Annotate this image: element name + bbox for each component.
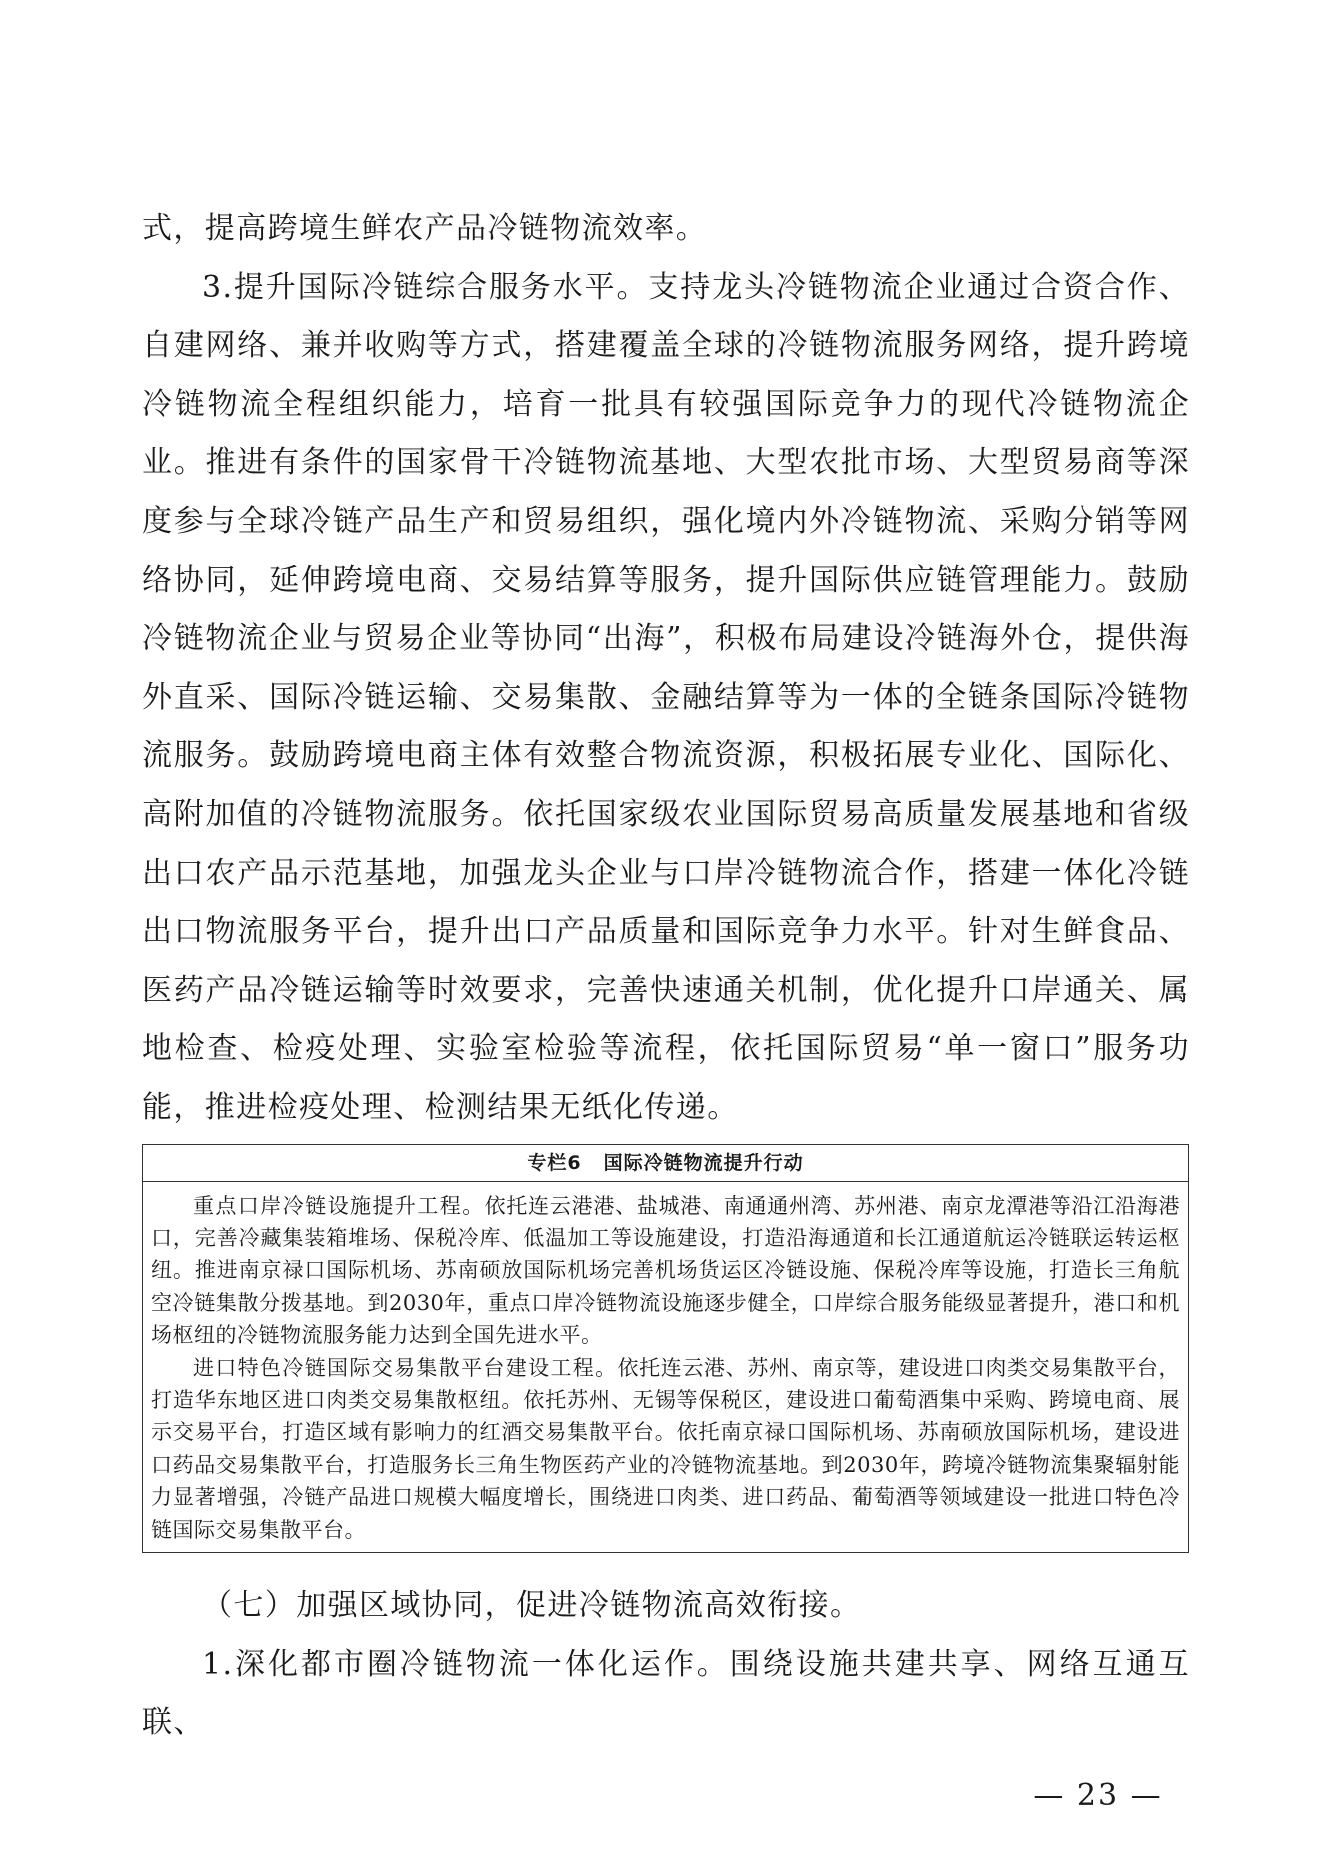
paragraph-metro-cold-chain: 1.深化都市圈冷链物流一体化运作。围绕设施共建共享、网络互通互联、 bbox=[142, 1646, 1190, 1741]
paragraph-international-cold-chain: 3.提升国际冷链综合服务水平。支持龙头冷链物流企业通过合资合作、自建网络、兼并收购等方式，搭建覆盖全球的冷链物流服务网络，提升跨境冷链物流全程组织能力，培育一批具有较强国际竞争力的现代冷链物流企业。推进有条件的国家骨干冷链物流基地、大型农批市场、大型贸易商等深度参与全球冷链产品生产和贸易组织，强化境内外冷链物流、采购分销等网络协同，延伸跨境电商、交易结算等服务，提升国际供应链管理能力。鼓励冷链物流企业与贸易企业等协同“出海”，积极布局建设冷链海外仓，提供海外直采、国际冷链运输、交易集散、金融结算等为一体的全链条国际冷链物流服务。鼓励跨境电商主体有效整合物流资源，积极拓展专业化、国际化、高附加值的冷链物流服务。依托国家级农业国际贸易高质量发展基地和省级出口农产品示范基地，加强龙头企业与口岸冷链物流合作，搭建一体化冷链出口物流服务平台，提升出口产品质量和国际竞争力水平。针对生鲜食品、医药产品冷链运输等时效要求，完善快速通关机制，优化提升口岸通关、属地检查、检疫处理、实验室检验等流程，依托国际贸易“单一窗口”服务功能，推进检疫处理、检测结果无纸化传递。 bbox=[142, 269, 1190, 1125]
document-page bbox=[142, 200, 1190, 1753]
column-box-body bbox=[143, 1182, 1188, 1552]
body-text-top bbox=[142, 200, 1190, 1138]
paragraph-continued: 式，提高跨境生鲜农产品冷链物流效率。 bbox=[142, 211, 708, 246]
column-box bbox=[142, 1144, 1189, 1553]
section-heading: （七）加强区域协同，促进冷链物流高效衔接。 bbox=[202, 1587, 862, 1623]
column-box-heading: 国际冷链物流提升行动 bbox=[603, 1151, 804, 1174]
column-item-lead: 重点口岸冷链设施提升工程。 bbox=[193, 1193, 485, 1218]
column-item-text: 依托连云港、苏州、南京等，建设进口肉类交易集散平台，打造华东地区进口肉类交易集散枢纽。依托苏州、无锡等保税区，建设进口葡萄酒集中采购、跨境电商、展示交易平台，打造区域有影响力的红酒交易集散平台。依托南京禄口国际机场、苏南硕放国际机场，建设进口药品交易集散平台，打造服务长三角生物医药产业的冷链物流基地。到2030年，跨境冷链物流集聚辐射能力显著增强，冷链产品进口规模大幅度增长，围绕进口肉类、进口药品、葡萄酒等领域建设一批进口特色冷链国际交易集散平台。 bbox=[151, 1355, 1180, 1542]
column-item bbox=[151, 1190, 1180, 1352]
body-text-bottom bbox=[142, 1577, 1190, 1753]
column-item bbox=[151, 1352, 1180, 1546]
page-number: — 23 — bbox=[1033, 1778, 1163, 1813]
column-box-title bbox=[143, 1145, 1188, 1182]
column-item-lead: 进口特色冷链国际交易集散平台建设工程。 bbox=[193, 1355, 618, 1380]
column-item-text: 依托连云港港、盐城港、南通通州湾、苏州港、南京龙潭港等沿江沿海港口，完善冷藏集装箱堆场、保税冷库、低温加工等设施建设，打造沿海通道和长江通道航运冷链联运转运枢纽。推进南京禄口国际机场、苏南硕放国际机场完善机场货运区冷链设施、保税冷库等设施，打造长三角航空冷链集散分拨基地。到2030年，重点口岸冷链物流设施逐步健全，口岸综合服务能级显著提升，港口和机场枢纽的冷链物流服务能力达到全国先进水平。 bbox=[151, 1193, 1180, 1348]
column-box-label: 专栏6 bbox=[527, 1151, 582, 1174]
